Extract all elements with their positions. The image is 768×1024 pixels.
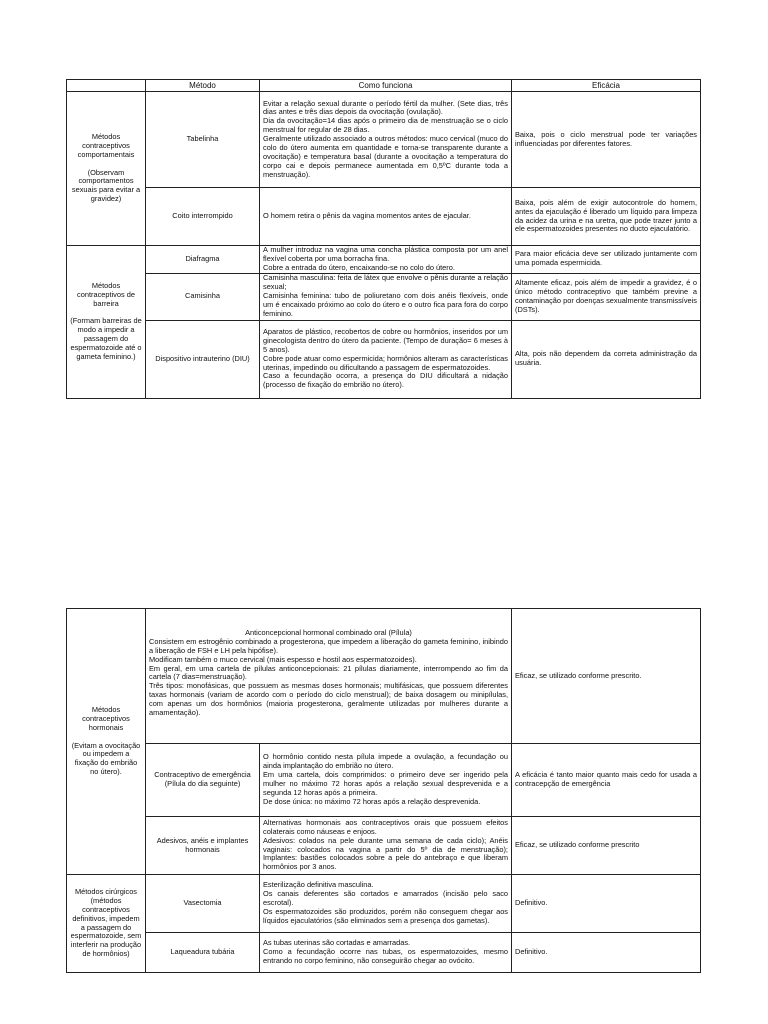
method-cell: Camisinha bbox=[146, 273, 260, 320]
table-row bbox=[67, 273, 701, 320]
how-it-works-cell: Camisinha masculina: feita de látex que envolve o pênis durante a relação sexual; Camisinha feminina: tubo de poliuretano com dois anéis flexíveis, onde um é encaixado próximo ao colo do útero e o outro fica para fora do corpo feminino. bbox=[260, 273, 512, 320]
table-row bbox=[67, 744, 701, 817]
table-row bbox=[67, 92, 701, 188]
efficacy-cell: Definitivo. bbox=[512, 933, 701, 973]
method-cell: Vasectomia bbox=[146, 875, 260, 933]
contraceptive-table-1 bbox=[66, 79, 701, 399]
table-row bbox=[67, 246, 701, 274]
efficacy-cell: A eficácia é tanto maior quanto mais cedo for usada a contracepção de emergência bbox=[512, 744, 701, 817]
method-cell: Adesivos, anéis e implantes hormonais bbox=[146, 817, 260, 875]
header-row bbox=[67, 80, 701, 92]
method-cell: Tabelinha bbox=[146, 92, 260, 188]
pill-description-cell: Anticoncepcional hormonal combinado oral (Pílula) Consistem em estrogênio combinado a progesterona, que impedem a liberação do gameta feminino, inibindo a liberação de FSH e LH pela hipófise). Modificam também o muco cervical (mais espesso e hostil aos espermatozoides). Em geral, em uma cartela de pílulas anticoncepcionais: 21 pílulas diariamente, interrompendo ao fim da cartela (7 dias=menstruação). Três tipos: monofásicas, que possuem as mesmas doses hormonais; multifásicas, que possuem diferentes taxas hormonais (variam de acordo com o período do ciclo menstrual); de baixa dosagem ou minipílulas, com apenas um dos hormônios (maioria progesterona, geralmente utilizadas por mulheres durante a amamentação). bbox=[146, 609, 512, 744]
category-barrier: Métodos contraceptivos de barreira (Formam barreiras de modo a impedir a passagem do espermatozoide até o gameta feminino.) bbox=[67, 246, 146, 399]
category-behavioral: Métodos contraceptivos comportamentais (Observam comportamentos sexuais para evitar a gravidez) bbox=[67, 92, 146, 246]
method-cell: Coito interrompido bbox=[146, 188, 260, 246]
contraceptive-table-2 bbox=[66, 608, 701, 973]
category-surgical: Métodos cirúrgicos (métodos contraceptivos definitivos, impedem a passagem do espermatozoide, sem interferir na produção de hormônios) bbox=[67, 875, 146, 973]
how-it-works-cell: Evitar a relação sexual durante o período fértil da mulher. (Sete dias, três dias antes e três dias depois da ovocitação (ovulação). Dia da ovocitação=14 dias após o primeiro dia de menstruação se o ciclo menstrual for regular de 28 dias. Geralmente utilizado associado a outros métodos: muco cervical (muco do colo do útero aumenta em quantidade e torna-se transparente durante a ovocitação) e temperatura basal (durante a ovocitação a temperatura do corpo cai e depois permanece aumentada em 0,5ºC durante toda a menstruação). bbox=[260, 92, 512, 188]
header-method: Método bbox=[146, 80, 260, 92]
efficacy-cell: Alta, pois não dependem da correta administração da usuária. bbox=[512, 320, 701, 398]
table-row bbox=[67, 817, 701, 875]
efficacy-cell: Eficaz, se utilizado conforme prescrito bbox=[512, 817, 701, 875]
method-cell: Diafragma bbox=[146, 246, 260, 274]
how-it-works-cell: O hormônio contido nesta pílula impede a ovulação, a fecundação ou ainda implantação do embrião no útero. Em uma cartela, dois comprimidos: o primeiro deve ser ingerido pela mulher no máximo 72 horas após a relação sexual desprevenida e a segunda 12 horas após a primeira. De dose única: no máximo 72 horas após a relação desprevenida. bbox=[260, 744, 512, 817]
category-hormonal: Métodos contraceptivos hormonais (Evitam a ovocitação ou impedem a fixação do embrião no útero). bbox=[67, 609, 146, 875]
how-it-works-cell: Alternativas hormonais aos contraceptivos orais que possuem efeitos colaterais como náuseas e enjoos. Adesivos: colados na pele durante uma semana de cada ciclo); Anéis vaginais: colocados na vagina a partir do 5º dia de menstruação); Implantes: bastões colocados sobre a pele do antebraço e que liberam hormônios por 3 anos. bbox=[260, 817, 512, 875]
method-cell: Contraceptivo de emergência (Pílula do dia seguinte) bbox=[146, 744, 260, 817]
efficacy-cell: Eficaz, se utilizado conforme prescrito. bbox=[512, 609, 701, 744]
method-cell: Dispositivo intrauterino (DIU) bbox=[146, 320, 260, 398]
efficacy-cell: Altamente eficaz, pois além de impedir a gravidez, é o único método contraceptivo que também previne a contaminação por doenças sexualmente transmissíveis (DSTs). bbox=[512, 273, 701, 320]
header-efficacy: Eficácia bbox=[512, 80, 701, 92]
method-cell: Laqueadura tubária bbox=[146, 933, 260, 973]
efficacy-cell: Baixa, pois além de exigir autocontrole do homem, antes da ejaculação é liberado um líquido para limpeza da acidez da urina e na uretra, que pode trazer junto a ele espermatozoides presentes no ducto ejaculatório. bbox=[512, 188, 701, 246]
header-empty bbox=[67, 80, 146, 92]
header-how-it-works: Como funciona bbox=[260, 80, 512, 92]
efficacy-cell: Definitivo. bbox=[512, 875, 701, 933]
table-row bbox=[67, 320, 701, 398]
pill-title: Anticoncepcional hormonal combinado oral (Pílula) bbox=[245, 628, 412, 637]
table-row bbox=[67, 933, 701, 973]
table-row bbox=[67, 188, 701, 246]
how-it-works-cell: As tubas uterinas são cortadas e amarradas. Como a fecundação ocorre nas tubas, os espermatozoides, mesmo entrando no corpo feminino, não conseguirão chegar ao ovócito. bbox=[260, 933, 512, 973]
table-row bbox=[67, 875, 701, 933]
how-it-works-cell: Aparatos de plástico, recobertos de cobre ou hormônios, inseridos por um ginecologista dentro do útero da paciente. (Tempo de duração= 6 meses à 5 anos). Cobre pode atuar como espermicida; hormônios alteram as características uterinas, impedindo ou dificultando a passagem de espermatozoides. Caso a fecundação ocorra, a presença do DIU dificultará a nidação (processo de fixação do embrião no útero). bbox=[260, 320, 512, 398]
how-it-works-cell: A mulher introduz na vagina uma concha plástica composta por um anel flexível coberta por uma borracha fina. Cobre a entrada do útero, encaixando-se no colo do útero. bbox=[260, 246, 512, 274]
efficacy-cell: Para maior eficácia deve ser utilizado juntamente com uma pomada espermicida. bbox=[512, 246, 701, 274]
how-it-works-cell: Esterilização definitiva masculina. Os canais deferentes são cortados e amarrados (incisão pelo saco escrotal). Os espermatozoides são produzidos, porém não conseguem chegar aos líquidos ejaculatórios (são eliminados sem a presença dos gametas). bbox=[260, 875, 512, 933]
how-it-works-cell: O homem retira o pênis da vagina momentos antes de ejacular. bbox=[260, 188, 512, 246]
efficacy-cell: Baixa, pois o ciclo menstrual pode ter variações influenciadas por diferentes fatores. bbox=[512, 92, 701, 188]
table-row bbox=[67, 609, 701, 744]
